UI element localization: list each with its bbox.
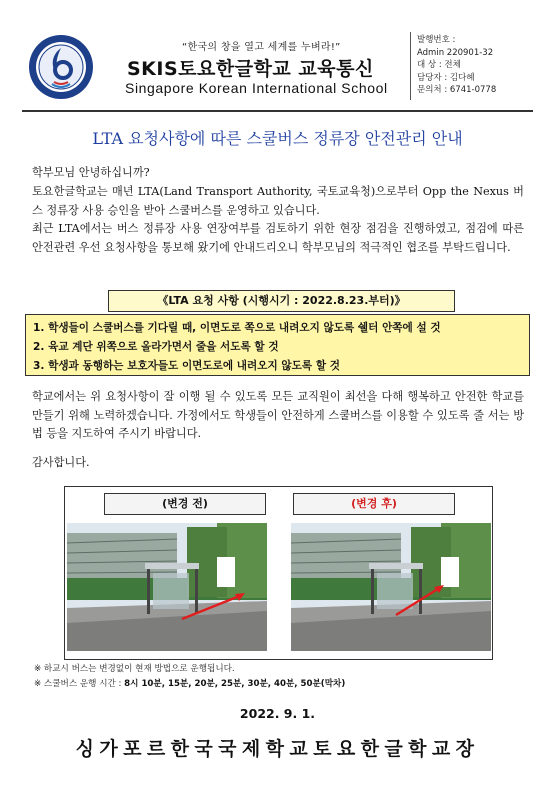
bus-stop-photo-before [67,523,267,651]
header-rule [22,110,533,112]
newsletter-title: SKIS토요한글학교 교육통신 [127,58,374,80]
meta-line: 대 상 : 전체 [417,60,461,70]
letterhead [22,30,532,104]
notice-box [25,314,530,376]
bus-times-label: ※ 스쿨버스 운행 시간 : [34,679,122,689]
after-label: (변경 후) [293,493,455,515]
principal-signature: 싱가포르한국국제학교토요한글학교장 [75,738,480,760]
notice-item: 1. 학생들이 스쿨버스를 기다릴 때, 이면도로 쪽으로 내려오지 않도록 쉘터 안쪽에 설 것 [33,322,441,334]
notice-item: 3. 학생과 동행하는 보호자들도 이면도로에 내려오지 않도록 할 것 [33,360,340,372]
comparison-photos [64,486,493,660]
meta-line: 문의처 : 6741-0778 [417,85,497,95]
issue-date: 2022. 9. 1. [239,706,316,721]
meta-line: 발행번호 : [417,35,456,45]
issue-metadata [417,34,496,97]
greeting: 학부모님 안녕하십니까? [32,166,150,179]
notice-item: 2. 육교 계단 위쪽으로 올라가면서 줄을 서도록 할 것 [33,341,279,353]
bus-times-values: 8시 10분, 15분, 20분, 25분, 30분, 40분, 50분(막차) [124,679,346,689]
closing-thanks: 감사합니다. [32,456,90,469]
notice-heading: 《LTA 요청 사항 (시행시기 : 2022.8.23.부터)》 [108,290,455,312]
school-logo [28,34,94,100]
document-title: LTA 요청사항에 따른 스쿨버스 정류장 안전관리 안내 [92,129,463,148]
meta-line: 담당자 : 김다혜 [417,72,475,83]
before-label: (변경 전) [104,493,266,515]
footnote-bus-times [34,677,345,689]
school-english-name: Singapore Korean International School [125,80,388,96]
footnote-dismissal: ※ 하교시 버스는 변경없이 현재 방법으로 운행됩니다. [34,664,235,674]
meta-line: Admin 220901-32 [417,47,494,58]
slogan: “한국의 창을 열고 세계를 누벼라!” [182,42,341,53]
paragraph-inspection: 최근 LTA에서는 버스 정류장 사용 연장여부를 검토하기 위한 현장 점검을 진행하였고, 점검에 따른 안전관련 우선 요청사항을 통보해 왔기에 안내드리오니 학부모님의 적극적인 협조를 부탁드립니다. [32,222,524,254]
paragraph-school-commitment: 학교에서는 위 요청사항이 잘 이행 될 수 있도록 모든 교직원이 최선을 다해 행복하고 안전한 학교를 만들기 위해 노력하겠습니다. 가정에서도 학생들이 안전하게 스쿨버스를 이용할 수 있도록 줄 서는 방법 등을 지도하여 주시기 바랍니다. [32,390,524,441]
bus-stop-photo-after [291,523,491,651]
header-divider [410,32,411,100]
paragraph-intro: 토요한글학교는 매년 LTA(Land Transport Authority, 국토교육청)으로부터 Opp the Nexus 버스 정류장 사용 승인을 받아 스쿨버스를 운영하고 있습니다. [32,185,524,217]
